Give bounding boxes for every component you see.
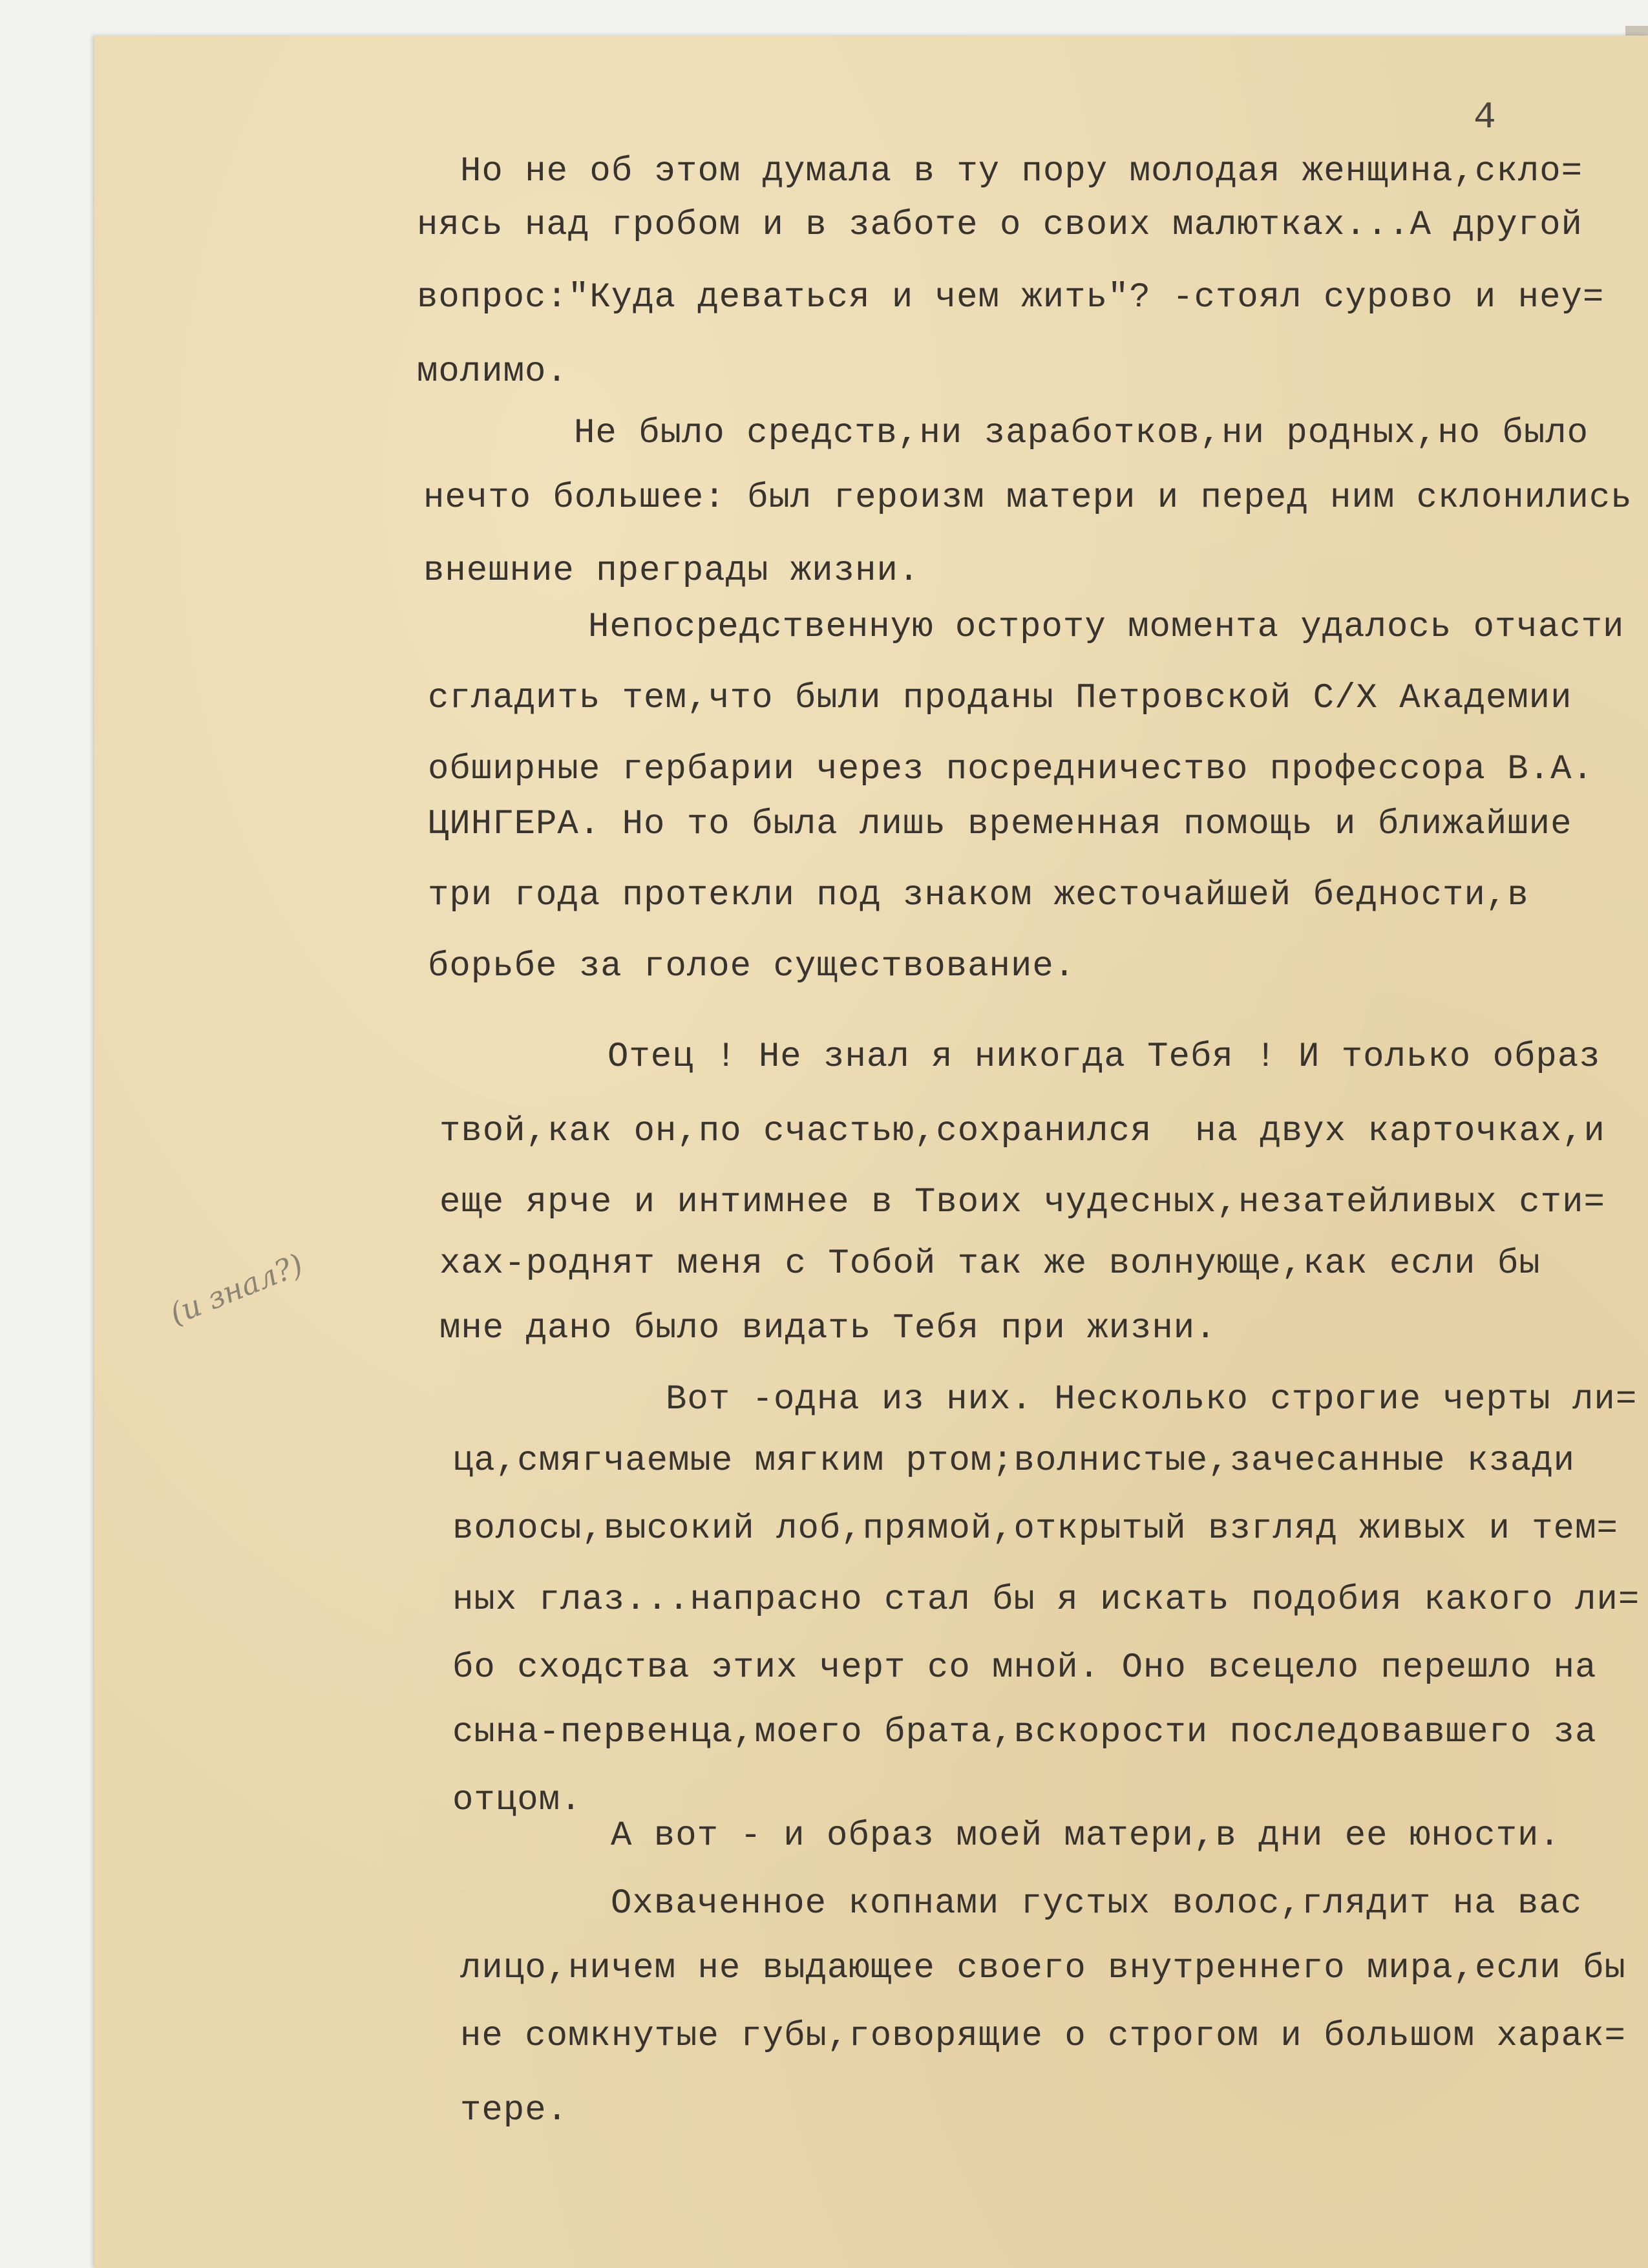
text-line: нясь над гробом и в заботе о своих малютках...А другой — [417, 206, 1583, 245]
page-number: 4 — [1474, 97, 1496, 139]
text-line: обширные гербарии через посредничество профессора В.А. — [428, 750, 1594, 789]
text-line: еще ярче и интимнее в Твоих чудесных,незатейливых сти= — [439, 1183, 1605, 1222]
text-line: мне дано было видать Тебя при жизни. — [439, 1309, 1217, 1348]
text-line: не сомкнутые губы,говорящие о строгом и большом харак= — [460, 2017, 1626, 2056]
text-line: Вот -одна из них. Несколько строгие черты ли= — [666, 1380, 1638, 1419]
text-line: молимо. — [417, 352, 568, 392]
text-line: ЦИНГЕРА. Но то была лишь временная помощь и ближайшие — [428, 805, 1572, 844]
text-line: ных глаз...напрасно стал бы я искать подобия какого ли= — [452, 1580, 1640, 1620]
text-line: твой,как он,по счастью,сохранился на двух карточках,и — [439, 1112, 1605, 1151]
text-line: три года протекли под знаком жесточайшей бедности,в — [428, 876, 1529, 915]
text-line: сына-первенца,моего брата,вскорости последовавшего за — [452, 1713, 1597, 1752]
typewritten-page — [94, 36, 1648, 2268]
text-line: волосы,высокий лоб,прямой,открытый взгляд живых и тем= — [452, 1509, 1618, 1549]
text-line: внешние преграды жизни. — [423, 551, 920, 591]
text-line: Но не об этом думала в ту пору молодая женщина,скло= — [460, 152, 1583, 191]
text-line: нечто большее: был героизм матери и перед ним склонились — [423, 478, 1632, 518]
text-line: лицо,ничем не выдающее своего внутреннего мира,если бы — [460, 1949, 1626, 1988]
text-line: Охваченное копнами густых волос,глядит на вас — [611, 1884, 1583, 1924]
text-line: ца,смягчаемые мягким ртом;волнистые,зачесанные кзади — [452, 1441, 1576, 1481]
text-line: сгладить тем,что были проданы Петровской С/Х Академии — [428, 679, 1572, 718]
text-line: Непосредственную остроту момента удалось отчасти — [588, 608, 1625, 647]
text-line: вопрос:"Куда деваться и чем жить"? -стоял сурово и неу= — [417, 278, 1605, 317]
text-line: А вот - и образ моей матери,в дни ее юности. — [611, 1816, 1561, 1856]
text-line: бо сходства этих черт со мной. Оно всецело перешло на — [452, 1648, 1597, 1688]
handwritten-margin-note: (и знал?) — [165, 1246, 308, 1332]
text-line: Не было средств,ни заработков,ни родных,но было — [574, 414, 1589, 453]
text-line: борьбе за голое существование. — [428, 947, 1076, 986]
text-line: хах-роднят меня с Тобой так же волнующе,как если бы — [439, 1244, 1541, 1284]
text-line: отцом. — [452, 1781, 582, 1820]
text-line: тере. — [460, 2091, 569, 2130]
text-line: Отец ! Не знал я никогда Тебя ! И только образ — [607, 1037, 1601, 1077]
